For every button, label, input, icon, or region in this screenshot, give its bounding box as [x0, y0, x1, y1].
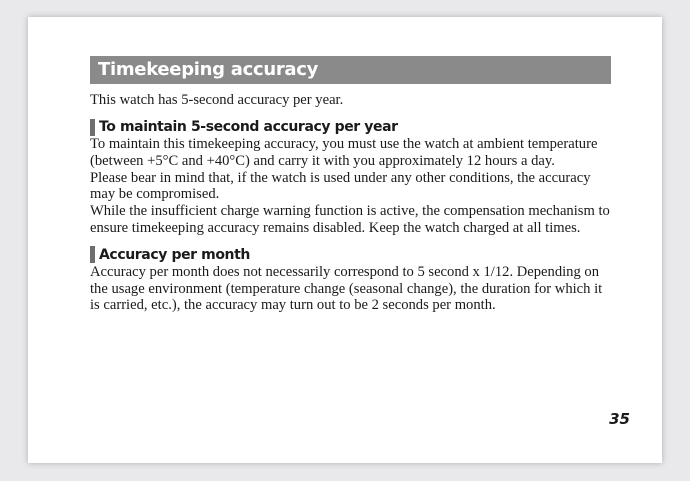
- page-content: [90, 56, 611, 314]
- manual-page: [28, 17, 662, 463]
- paragraph: Please bear in mind that, if the watch is used under any other conditions, the accuracy may be compromised.: [90, 169, 591, 203]
- intro-text: This watch has 5-second accuracy per year.: [90, 92, 344, 108]
- heading-marker: [90, 246, 95, 263]
- section-heading-label: To maintain 5-second accuracy per year: [99, 119, 398, 135]
- paragraph: To maintain this timekeeping accuracy, you must use the watch at ambient temperature (between +5°C and +40°C) and carry it with you approximately 12 hours a day.: [90, 136, 598, 169]
- paragraph: Accuracy per month does not necessarily correspond to 5 second x 1/12. Depending on the usage environment (temperature change (seasonal change), the duration for which it is carried, etc.), the accuracy may turn out to be 2 seconds per month.: [90, 263, 603, 314]
- section-heading-maintain-accuracy: [90, 118, 611, 136]
- section-heading-accuracy-per-month: [90, 246, 611, 264]
- paragraph: While the insufficient charge warning function is active, the compensation mechanism to ensure timekeeping accuracy remains disabled. Keep the watch charged at all times.: [90, 203, 610, 236]
- section-heading-label: Accuracy per month: [99, 246, 250, 263]
- heading-marker: [90, 119, 95, 136]
- page-title: Timekeeping accuracy: [90, 56, 611, 84]
- page-number: 35: [609, 410, 630, 428]
